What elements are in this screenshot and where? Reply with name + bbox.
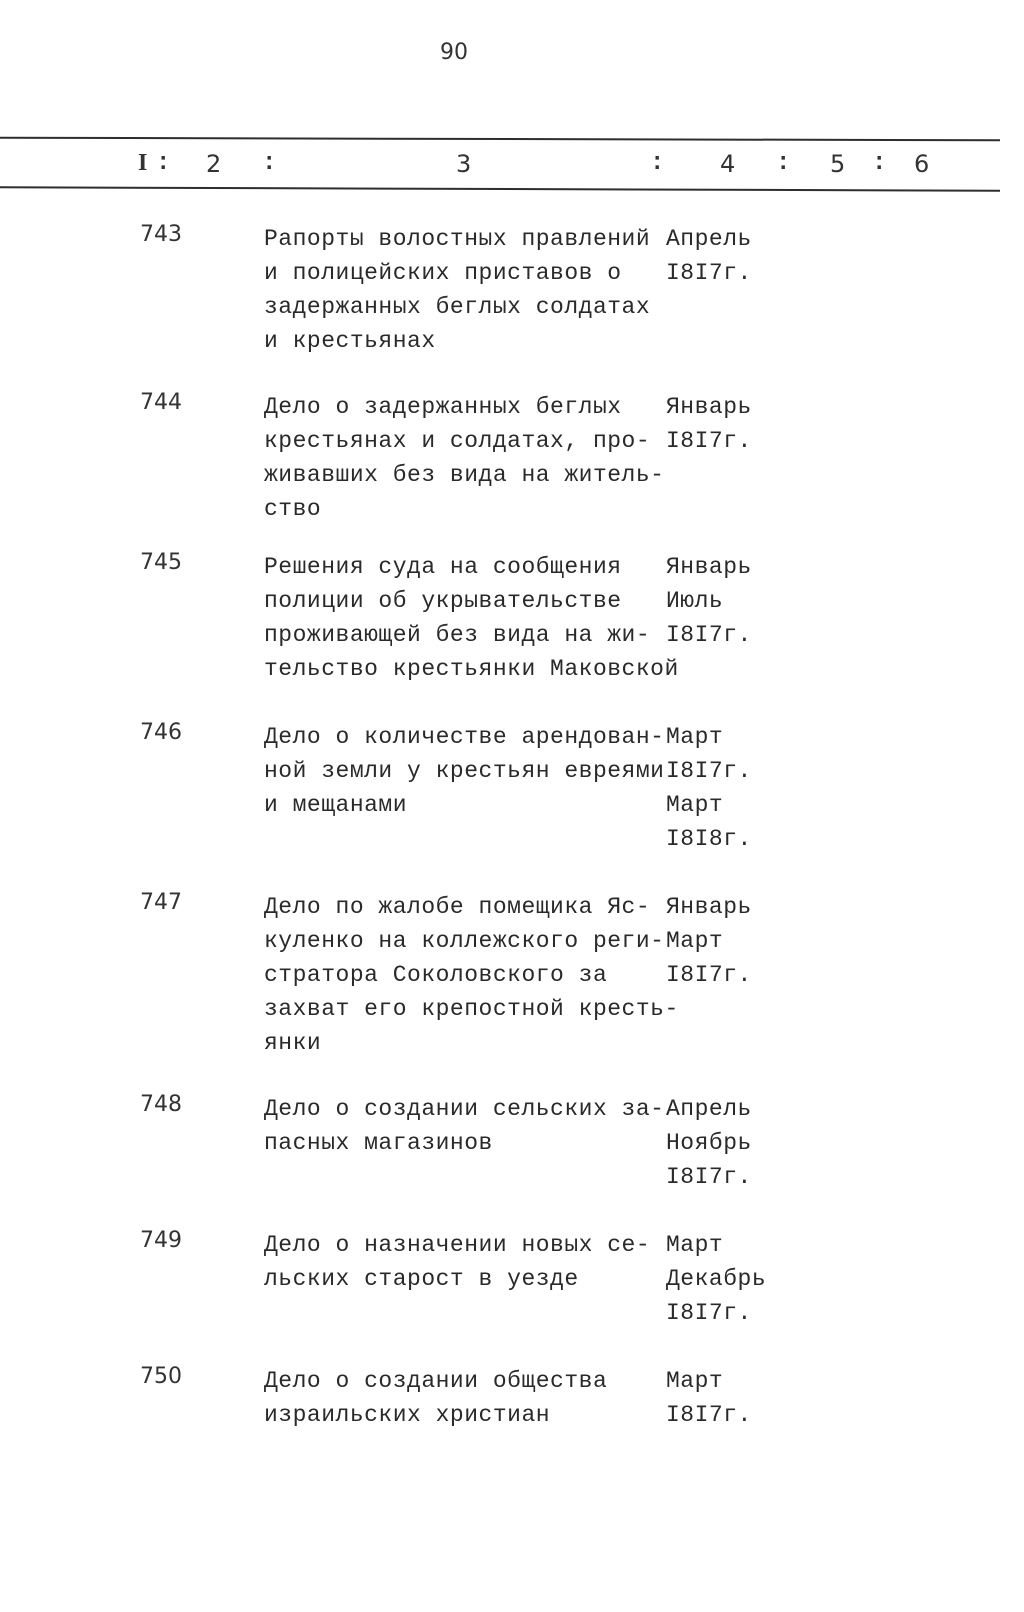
title-line: Дело о создании сельских за-	[264, 1096, 665, 1122]
header-col-3: 3	[456, 150, 472, 178]
entry-number: 748	[140, 1092, 182, 1117]
page-number: 90	[440, 40, 468, 65]
date-line: Январь	[666, 894, 752, 920]
title-line: Дело по жалобе помещика Яс-	[264, 894, 651, 920]
date-line: I8I7г.	[666, 428, 752, 454]
date-line: I8I7г.	[666, 962, 752, 988]
title-line: Рапорты волостных правлений	[264, 226, 651, 252]
date-line: I8I8г.	[666, 826, 752, 852]
header-separator: :	[776, 150, 791, 177]
date-line: Март	[666, 724, 724, 750]
entry-title	[264, 222, 684, 358]
entry-date	[666, 550, 806, 652]
header-col-6: 6	[914, 150, 930, 178]
date-line: Ноябрь	[666, 1130, 752, 1156]
title-line: пасных магазинов	[264, 1130, 493, 1156]
title-line: ство	[264, 496, 322, 522]
entry-title	[264, 890, 684, 1060]
title-line: и крестьянах	[264, 328, 436, 354]
header-col-4: 4	[720, 150, 736, 178]
date-line: Декабрь	[666, 1266, 767, 1292]
date-line: Январь	[666, 554, 752, 580]
header-col-2: 2	[206, 150, 222, 178]
header-col-5: 5	[830, 150, 846, 178]
header-separator: :	[156, 150, 171, 177]
title-line: ной земли у крестьян евреями	[264, 758, 665, 784]
date-line: Январь	[666, 394, 752, 420]
title-line: тельство крестьянки Маковской	[264, 656, 679, 682]
date-line: I8I7г.	[666, 1300, 752, 1326]
date-line: Апрель	[666, 1096, 752, 1122]
title-line: льских старост в уезде	[264, 1266, 579, 1292]
header-separator: :	[262, 150, 277, 177]
entry-title	[264, 1092, 684, 1160]
entry-date	[666, 1228, 806, 1330]
title-line: крестьянах и солдатах, про-	[264, 428, 651, 454]
date-line: I8I7г.	[666, 758, 752, 784]
entry-number: 746	[140, 720, 182, 745]
date-line: Апрель	[666, 226, 752, 252]
date-line: Март	[666, 792, 724, 818]
date-line: Март	[666, 1232, 724, 1258]
entry-date	[666, 1364, 806, 1432]
date-line: Март	[666, 1368, 724, 1394]
title-line: захват его крепостной кресть-	[264, 996, 679, 1022]
entry-title	[264, 390, 684, 526]
title-line: живавших без вида на житель-	[264, 462, 665, 488]
title-line: куленко на коллежского реги-	[264, 928, 665, 954]
title-line: проживающей без вида на жи-	[264, 622, 651, 648]
title-line: и полицейских приставов о	[264, 260, 622, 286]
title-line: стратора Соколовского за	[264, 962, 608, 988]
entry-date	[666, 390, 806, 458]
entry-date	[666, 222, 806, 290]
title-line: Дело о задержанных беглых	[264, 394, 622, 420]
title-line: Дело о количестве арендован-	[264, 724, 665, 750]
title-line: янки	[264, 1030, 322, 1056]
entry-title	[264, 550, 684, 686]
header-bottom-rule	[0, 186, 1000, 191]
date-line: Июль	[666, 588, 724, 614]
title-line: и мещанами	[264, 792, 408, 818]
entry-number: 743	[140, 222, 182, 247]
header-top-rule	[0, 137, 1000, 142]
entry-number: 749	[140, 1228, 182, 1253]
date-line: I8I7г.	[666, 622, 752, 648]
entry-date	[666, 1092, 806, 1194]
date-line: Март	[666, 928, 724, 954]
entry-title	[264, 1228, 684, 1296]
entry-number: 744	[140, 390, 182, 415]
header-col-1: I	[138, 150, 148, 176]
date-line: I8I7г.	[666, 1164, 752, 1190]
date-line: I8I7г.	[666, 1402, 752, 1428]
header-separator: :	[650, 150, 665, 177]
title-line: полиции об укрывательстве	[264, 588, 622, 614]
title-line: израильских христиан	[264, 1402, 551, 1428]
title-line: Решения суда на сообщения	[264, 554, 622, 580]
entry-title	[264, 1364, 684, 1432]
title-line: Дело о назначении новых се-	[264, 1232, 651, 1258]
entry-number: 745	[140, 550, 182, 575]
date-line: I8I7г.	[666, 260, 752, 286]
title-line: задержанных беглых солдатах	[264, 294, 651, 320]
entry-date	[666, 890, 806, 992]
title-line: Дело о создании общества	[264, 1368, 608, 1394]
header-separator: :	[872, 150, 887, 177]
entry-number: 750	[140, 1364, 182, 1389]
entry-title	[264, 720, 684, 822]
entry-date	[666, 720, 806, 856]
entry-number: 747	[140, 890, 182, 915]
